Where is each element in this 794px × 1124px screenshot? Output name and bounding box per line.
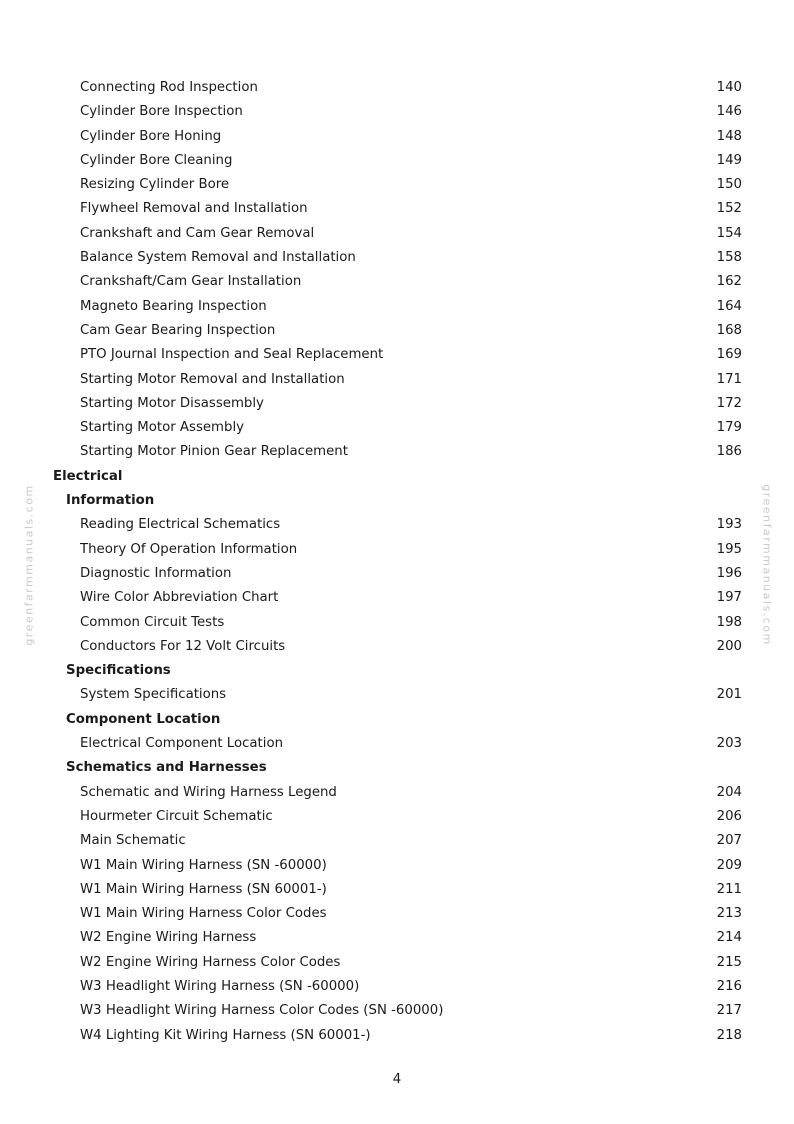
toc-entry[interactable] <box>0 295 794 319</box>
toc-entry[interactable] <box>0 197 794 221</box>
toc-entry-title: Crankshaft and Cam Gear Removal <box>80 225 315 241</box>
toc-section-heading <box>0 489 794 513</box>
toc-entry-page: 197 <box>716 590 742 606</box>
toc-entry[interactable] <box>0 951 794 975</box>
toc-entry[interactable] <box>0 829 794 853</box>
toc-entry-title: Schematic and Wiring Harness Legend <box>80 784 337 800</box>
toc-entry-page: 206 <box>716 808 742 824</box>
toc-entry[interactable] <box>0 975 794 999</box>
toc-entry-title: W3 Headlight Wiring Harness Color Codes (SN -60000) <box>80 1003 444 1019</box>
toc-entry[interactable] <box>0 440 794 464</box>
toc-entry[interactable] <box>0 270 794 294</box>
toc-entry-title: Flywheel Removal and Installation <box>80 201 308 217</box>
toc-entry-page: 215 <box>716 954 742 970</box>
toc-entry-page: 158 <box>716 250 742 266</box>
toc-entry-title: Connecting Rod Inspection <box>80 80 258 95</box>
toc-entry-title: W4 Lighting Kit Wiring Harness (SN 60001-) <box>80 1027 371 1043</box>
toc-entry[interactable] <box>0 854 794 878</box>
watermark-left: greenfarmmanuals.com <box>22 484 36 646</box>
toc-entry-page: 200 <box>716 638 742 654</box>
toc-entry[interactable] <box>0 781 794 805</box>
toc-entry[interactable] <box>0 392 794 416</box>
toc-entry-page: 146 <box>716 104 742 120</box>
toc-entry-title: Starting Motor Pinion Gear Replacement <box>80 444 348 460</box>
toc-entry-title: Cam Gear Bearing Inspection <box>80 322 276 338</box>
toc-entry-title: Electrical Component Location <box>80 736 284 752</box>
toc-entry[interactable] <box>0 222 794 246</box>
toc-entry-title: PTO Journal Inspection and Seal Replacement <box>80 347 384 363</box>
toc-section-heading <box>0 708 794 732</box>
toc-entry-page: 218 <box>716 1027 742 1043</box>
toc-entry-page: 211 <box>716 881 742 897</box>
toc-entry-title: W1 Main Wiring Harness (SN 60001-) <box>80 881 327 897</box>
toc-entry-page: 154 <box>716 225 742 241</box>
toc-entry-page: 214 <box>716 930 742 946</box>
toc-entry-page: 217 <box>716 1003 742 1019</box>
toc-entry-title: Conductors For 12 Volt Circuits <box>80 638 286 654</box>
toc-entry-page: 195 <box>716 541 742 557</box>
toc-entry-title: Main Schematic <box>80 833 186 849</box>
toc-entry-page: 171 <box>716 371 742 387</box>
toc-entry[interactable] <box>0 926 794 950</box>
toc-entry-page: 152 <box>716 201 742 217</box>
toc-entry[interactable] <box>0 125 794 149</box>
toc-entry-page: 186 <box>716 444 742 460</box>
toc-entry-title: Information <box>66 493 155 509</box>
toc-entry-title: Cylinder Bore Honing <box>80 128 222 144</box>
toc-entry-page: 140 <box>716 80 742 95</box>
toc-entry-page: 207 <box>716 833 742 849</box>
toc-entry[interactable] <box>0 683 794 707</box>
toc-entry-title: Crankshaft/Cam Gear Installation <box>80 274 302 290</box>
toc-entry[interactable] <box>0 246 794 270</box>
toc-entry[interactable] <box>0 635 794 659</box>
toc-entry[interactable] <box>0 100 794 124</box>
toc-entry-page: 204 <box>716 784 742 800</box>
toc-entry-page: 213 <box>716 906 742 922</box>
toc-entry-title: W1 Main Wiring Harness (SN -60000) <box>80 857 327 873</box>
toc-entry-title: W2 Engine Wiring Harness <box>80 930 257 946</box>
toc-entry-title: W2 Engine Wiring Harness Color Codes <box>80 954 341 970</box>
toc-entry-page: 148 <box>716 128 742 144</box>
toc-entry[interactable] <box>0 538 794 562</box>
toc-entry-page: 193 <box>716 517 742 533</box>
watermark-right: greenfarmmanuals.com <box>760 484 774 646</box>
toc-entry[interactable] <box>0 999 794 1023</box>
toc-entry[interactable] <box>0 416 794 440</box>
toc-entry-page: 196 <box>716 565 742 581</box>
toc-entry-page: 179 <box>716 420 742 436</box>
toc-entry-title: System Specifications <box>80 687 227 703</box>
toc-entry-title: Diagnostic Information <box>80 565 232 581</box>
toc-entry[interactable] <box>0 586 794 610</box>
toc-entry-page: 203 <box>716 736 742 752</box>
toc-section-heading <box>0 659 794 683</box>
toc-entry-title: Electrical <box>53 468 123 484</box>
toc-entry-page: 209 <box>716 857 742 873</box>
toc-entry-title: W3 Headlight Wiring Harness (SN -60000) <box>80 978 360 994</box>
toc-entry[interactable] <box>0 343 794 367</box>
toc-entry[interactable] <box>0 149 794 173</box>
toc-entry-title: Theory Of Operation Information <box>80 541 298 557</box>
toc-entry-title: Starting Motor Disassembly <box>80 395 264 411</box>
toc-entry-title: Wire Color Abbreviation Chart <box>80 590 279 606</box>
toc-entry[interactable] <box>0 76 794 100</box>
toc-entry[interactable] <box>0 368 794 392</box>
toc-entry-page: 201 <box>716 687 742 703</box>
toc-entry[interactable] <box>0 173 794 197</box>
toc-entry[interactable] <box>0 562 794 586</box>
toc-entry-title: Hourmeter Circuit Schematic <box>80 808 273 824</box>
toc-entry[interactable] <box>0 611 794 635</box>
toc-entry-title: Common Circuit Tests <box>80 614 225 630</box>
toc-entry[interactable] <box>0 1024 794 1048</box>
toc-entry-page: 149 <box>716 152 742 168</box>
toc-entry-title: Magneto Bearing Inspection <box>80 298 267 314</box>
toc-entry[interactable] <box>0 902 794 926</box>
page-number: 4 <box>392 1072 402 1087</box>
toc-entry-title: W1 Main Wiring Harness Color Codes <box>80 906 327 922</box>
toc-entry-page: 172 <box>716 395 742 411</box>
toc-entry[interactable] <box>0 878 794 902</box>
toc-section-heading <box>0 756 794 780</box>
toc-entry[interactable] <box>0 732 794 756</box>
toc-entry-title: Schematics and Harnesses <box>66 760 267 776</box>
toc-section-heading <box>0 465 794 489</box>
toc-entry-title: Starting Motor Removal and Installation <box>80 371 345 387</box>
toc-entry-title: Reading Electrical Schematics <box>80 517 281 533</box>
toc-entry-page: 164 <box>716 298 742 314</box>
table-of-contents <box>0 76 794 1048</box>
toc-entry-title: Component Location <box>66 711 221 727</box>
toc-entry[interactable] <box>0 805 794 829</box>
toc-entry[interactable] <box>0 319 794 343</box>
toc-entry-title: Cylinder Bore Cleaning <box>80 152 233 168</box>
toc-entry-page: 169 <box>716 347 742 363</box>
toc-entry-title: Balance System Removal and Installation <box>80 250 356 266</box>
toc-entry-title: Specifications <box>66 663 171 679</box>
toc-entry-page: 150 <box>716 177 742 193</box>
toc-entry[interactable] <box>0 513 794 537</box>
toc-entry-page: 216 <box>716 978 742 994</box>
toc-entry-title: Starting Motor Assembly <box>80 420 245 436</box>
toc-entry-title: Cylinder Bore Inspection <box>80 104 243 120</box>
toc-entry-page: 162 <box>716 274 742 290</box>
toc-entry-page: 198 <box>716 614 742 630</box>
toc-entry-page: 168 <box>716 322 742 338</box>
toc-entry-title: Resizing Cylinder Bore <box>80 177 230 193</box>
